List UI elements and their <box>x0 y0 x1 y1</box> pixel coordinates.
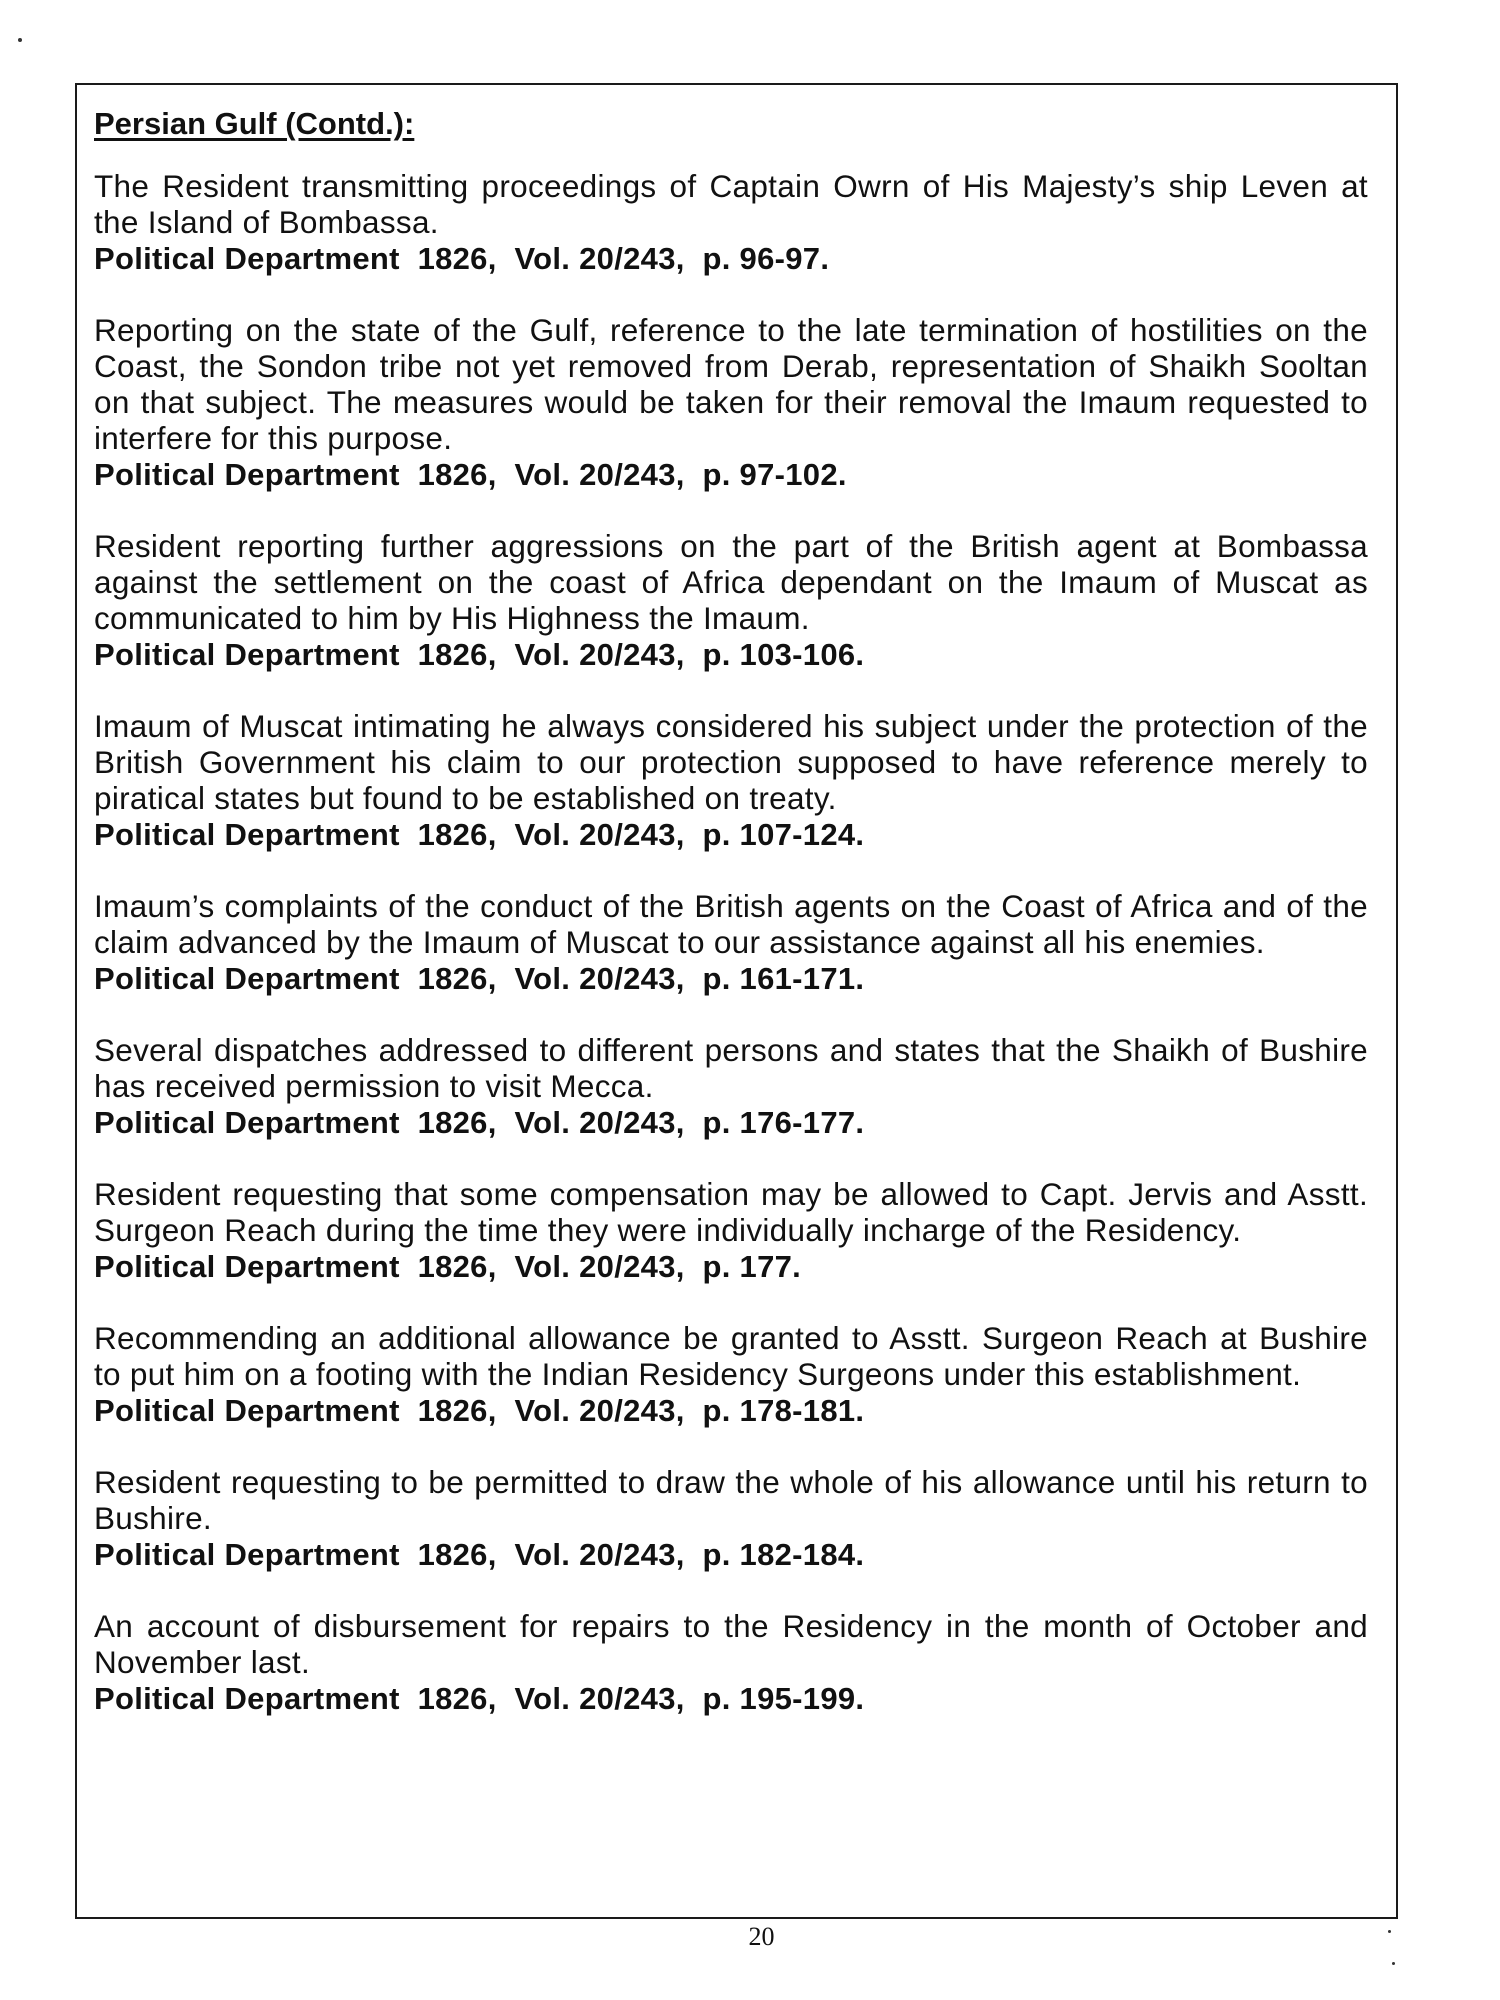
entry-reference: Political Department 1826, Vol. 20/243, p. 97-102. <box>94 457 847 493</box>
entry-reference: Political Department 1826, Vol. 20/243, p. 195-199. <box>94 1681 865 1717</box>
catalog-entry <box>94 888 1368 997</box>
scan-speck <box>1392 1962 1395 1965</box>
catalog-entry <box>94 1320 1368 1429</box>
entry-reference: Political Department 1826, Vol. 20/243, p. 176-177. <box>94 1105 865 1141</box>
catalog-entry <box>94 1176 1368 1285</box>
entry-reference: Political Department 1826, Vol. 20/243, p. 182-184. <box>94 1537 865 1573</box>
entry-reference: Political Department 1826, Vol. 20/243, p. 177. <box>94 1249 802 1285</box>
entry-description: Recommending an additional allowance be granted to Asstt. Surgeon Reach at Bushire to put him on a footing with the Indian Residency Surgeons under this establishment. <box>94 1320 1368 1393</box>
entry-list <box>94 168 1368 1717</box>
document-frame <box>75 83 1398 1919</box>
entry-description: Imaum’s complaints of the conduct of the British agents on the Coast of Africa and of the claim advanced by the Imaum of Muscat to our assistance against all his enemies. <box>94 888 1368 961</box>
entry-reference: Political Department 1826, Vol. 20/243, p. 107-124. <box>94 817 865 853</box>
catalog-entry <box>94 1464 1368 1573</box>
page-heading: Persian Gulf (Contd.): <box>94 106 415 141</box>
entry-description: Resident requesting that some compensation may be allowed to Capt. Jervis and Asstt. Surgeon Reach during the time they were individually incharge of the Residency. <box>94 1176 1368 1249</box>
entry-description: Resident reporting further aggressions on the part of the British agent at Bombassa against the settlement on the coast of Africa dependant on the Imaum of Muscat as communicated to him by His Highness the Imaum. <box>94 528 1368 637</box>
catalog-entry <box>94 528 1368 673</box>
page-number: 20 <box>748 1922 775 1951</box>
entry-description: Resident requesting to be permitted to draw the whole of his allowance until his return to Bushire. <box>94 1464 1368 1537</box>
entry-description: Reporting on the state of the Gulf, reference to the late termination of hostilities on the Coast, the Sondon tribe not yet removed from Derab, representation of Shaikh Sooltan on that subject. The measures would be taken for their removal the Imaum requested to interfere for this purpose. <box>94 312 1368 457</box>
entry-description: The Resident transmitting proceedings of Captain Owrn of His Majesty’s ship Leven at the Island of Bombassa. <box>94 168 1368 241</box>
entry-description: Imaum of Muscat intimating he always considered his subject under the protection of the British Government his claim to our protection supposed to have reference merely to piratical states but found to be established on treaty. <box>94 708 1368 817</box>
catalog-entry <box>94 708 1368 853</box>
catalog-entry <box>94 1032 1368 1141</box>
entry-description: Several dispatches addressed to different persons and states that the Shaikh of Bushire has received permission to visit Mecca. <box>94 1032 1368 1105</box>
scan-speck <box>1388 1930 1391 1933</box>
entry-reference: Political Department 1826, Vol. 20/243, p. 103-106. <box>94 637 865 673</box>
entry-reference: Political Department 1826, Vol. 20/243, p. 161-171. <box>94 961 865 997</box>
catalog-entry <box>94 312 1368 493</box>
catalog-entry <box>94 168 1368 277</box>
entry-reference: Political Department 1826, Vol. 20/243, p. 178-181. <box>94 1393 865 1429</box>
catalog-entry <box>94 1608 1368 1717</box>
scan-speck <box>18 38 22 42</box>
entry-reference: Political Department 1826, Vol. 20/243, p. 96-97. <box>94 241 830 277</box>
entry-description: An account of disbursement for repairs to the Residency in the month of October and November last. <box>94 1608 1368 1681</box>
